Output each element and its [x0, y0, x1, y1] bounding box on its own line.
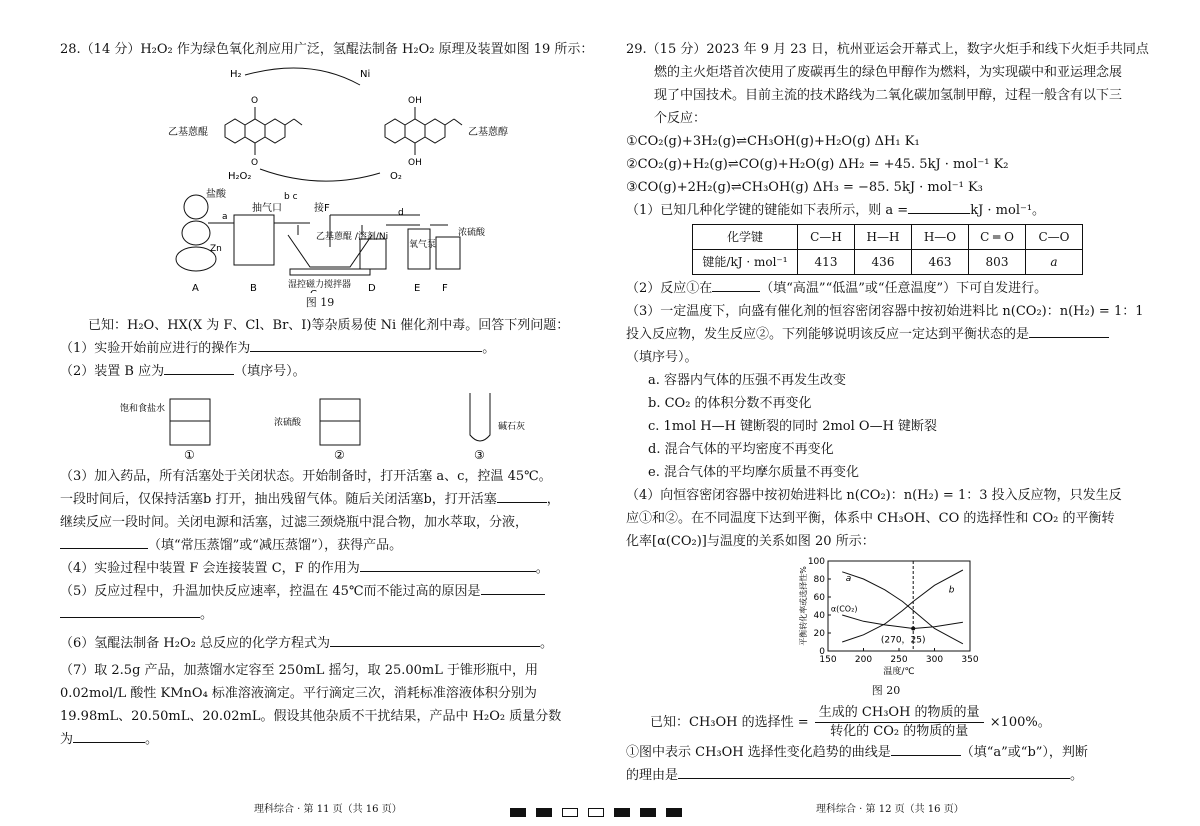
q28-2-blank[interactable]	[164, 360, 234, 375]
x-tick-label: 300	[925, 655, 944, 665]
q28-3-blank-2[interactable]	[60, 534, 148, 549]
table-cell: 463	[912, 250, 969, 275]
option-c: c. 1mol H—H 键断裂的同时 2mol O—H 键断裂	[648, 419, 938, 434]
q28-1-text: （1）实验开始前应进行的操作为	[60, 341, 251, 356]
fig20-svg	[626, 555, 1146, 681]
page-marker-blocks	[510, 802, 692, 821]
scheme-o2: O₂	[390, 171, 402, 182]
table-cell: 436	[855, 250, 912, 275]
device-f-bottle	[436, 237, 460, 269]
q28-5-blank-1[interactable]	[481, 580, 545, 595]
scheme-h2: H₂	[230, 69, 242, 80]
option-e: e. 混合气体的平均摩尔质量不再变化	[648, 465, 859, 480]
q28-5-l2	[60, 603, 580, 626]
fig20-chart	[626, 555, 1146, 681]
series-line-2	[842, 615, 963, 629]
y-tick-label: 0	[819, 647, 825, 657]
q28-7-l2: 0.02mol/L 酸性 KMnO₄ 标准溶液滴定。平行滴定三次，消耗标准溶液体积分别为	[60, 686, 537, 701]
device-d-bottle	[360, 239, 386, 269]
q28-7-blank[interactable]	[73, 728, 145, 743]
series-label-alpha: α(CO₂)	[830, 604, 858, 614]
label-stirrer: 湿控磁力搅拌器	[288, 280, 352, 290]
marker-block	[536, 808, 552, 817]
q29-4-sub1-l2-end: 。	[1070, 768, 1084, 783]
q29-2-end: （填“高温”“低温”或“任意温度”）下可自发进行。	[760, 281, 1048, 296]
marker-block	[666, 808, 682, 817]
q28-4-text: （4）实验过程中装置 F 会连接装置 C，F 的作用为	[60, 561, 360, 576]
option1-bottle	[170, 399, 210, 445]
label-ethyl-anthraquinone: 乙基蒽醌	[168, 127, 208, 138]
table-cell: 803	[969, 250, 1026, 275]
q29-4-sub1-end: （填“a”或“b”），判断	[960, 745, 1088, 760]
option-b: b. CO₂ 的体积分数不再变化	[648, 396, 812, 411]
annotation-label: (270，25)	[880, 635, 926, 646]
x-tick-label: 200	[854, 655, 873, 665]
scheme-bottom-arrow	[260, 169, 380, 181]
q29-l2: 燃的主火炬塔首次使用了废碳再生的绿色甲醇作为燃料，为实现碳中和亚运理念展	[654, 65, 1123, 80]
y-axis-label: 平衡转化率或选择性%	[799, 566, 808, 646]
q28-6-text: （6）氢醌法制备 H₂O₂ 总反应的化学方程式为	[60, 636, 330, 651]
q28-3-l4-end: （填“常压蒸馏”或“减压蒸馏”），获得产品。	[148, 538, 403, 553]
q29-4-l3: 化率[α(CO₂)]与温度的关系如图 20 所示：	[626, 534, 875, 549]
label-valves-bc: b c	[284, 192, 298, 202]
fig19-caption: 图 19	[305, 296, 335, 309]
oh-bottom-right: OH	[408, 158, 422, 168]
device-options-figure	[60, 385, 580, 463]
right-column	[626, 38, 1149, 787]
option3-u-tube	[470, 393, 490, 441]
o-top-left: O	[251, 96, 259, 106]
y-tick-label: 100	[807, 557, 825, 567]
label-oxygen-pump: 氧气泵	[409, 240, 437, 250]
reaction-scheme-svg	[60, 63, 580, 183]
q29-1-text: （1）已知几种化学键的键能如下表所示，则 a =	[626, 203, 909, 218]
q28-7-l4	[60, 728, 580, 751]
x-axis-label: 温度/℃	[883, 667, 915, 677]
marker-block	[562, 808, 578, 817]
q29-3-l2	[626, 323, 1146, 346]
label-to-f: 接F	[314, 203, 330, 214]
q29-l4: 个反应：	[654, 111, 707, 126]
q28-3-l1: （3）加入药品，所有活塞处于关闭状态。开始制备时，打开活塞 a、c，控温 45℃。	[60, 469, 552, 484]
q28-2-text: （2）装置 B 应为	[60, 364, 165, 379]
known-note: 已知：H₂O、HX(X 为 F、Cl、Br、I)等杂质易使 Ni 催化剂中毒。回答下列问题：	[88, 318, 570, 333]
q29-4-l1: （4）向恒容密闭容器中按初始进料比 n(CO₂)：n(H₂) = 1：3 投入反应物，只发生反	[626, 488, 1122, 503]
q29-3-l1: （3）一定温度下，向盛有催化剂的恒容密闭容器中按初始进料比 n(CO₂)：n(H₂) = 1：1	[626, 304, 1144, 319]
q29-l1: 29.（15 分）2023 年 9 月 23 日，杭州亚运会开幕式上，数字火炬手和线下火炬手共同点	[626, 42, 1149, 57]
label-C	[310, 289, 317, 293]
label-A: A	[192, 283, 199, 293]
footer-page-12: 理科综合 · 第 12 页（共 16 页）	[816, 804, 964, 815]
series-line-1	[842, 570, 963, 642]
label-conc-h2so4: 浓硫酸	[458, 228, 486, 238]
table-cell: H—O	[912, 225, 969, 250]
q28-5	[60, 580, 580, 603]
label-option1: ①	[184, 448, 195, 462]
label-soda-lime: 碱石灰	[498, 422, 526, 432]
label-zn: Zn	[210, 244, 222, 254]
marker-block	[614, 808, 630, 817]
q29-4-sub1-reason-blank[interactable]	[678, 764, 1070, 779]
apparatus-figure	[60, 185, 580, 293]
apparatus-svg	[60, 185, 580, 293]
q29-2-text: （2）反应①在	[626, 281, 713, 296]
q28-5-text: （5）反应过程中，升温加快反应速率，控温在 45℃而不能过高的原因是	[60, 584, 481, 599]
selectivity-fraction	[815, 704, 984, 741]
table-cell: C—H	[798, 225, 855, 250]
label-ethyl-anthrahydroquinone: 乙基蒽醇	[468, 127, 508, 138]
bond-energy-table	[692, 224, 1083, 275]
q28-intro: 28.（14 分）H₂O₂ 作为绿色氧化剂应用广泛，氢醌法制备 H₂O₂ 原理及装置如图 19 所示：	[60, 42, 594, 57]
q29-1-blank[interactable]	[908, 199, 970, 214]
q28-3-l2-text: 一段时间后，仅保持活塞b 打开，抽出残留气体。随后关闭活塞b，打开活塞	[60, 492, 497, 507]
label-valve-d: d	[398, 208, 404, 218]
footer-page-11: 理科综合 · 第 11 页（共 16 页）	[254, 804, 402, 815]
q29-4-sub1	[626, 741, 1146, 764]
table-cell: 413	[798, 250, 855, 275]
label-vent: 抽气口	[252, 203, 282, 214]
o-bottom-left: O	[251, 158, 259, 168]
q29-2-blank[interactable]	[712, 277, 760, 292]
anthrahydroquinone-structure	[385, 107, 462, 155]
q28-6	[60, 632, 580, 655]
q29-4-sub1-l2	[626, 764, 1146, 787]
label-option3: ③	[474, 448, 485, 462]
label-brine: 饱和食盐水	[120, 404, 166, 414]
label-conc-sulfuric: 浓硫酸	[274, 418, 302, 428]
x-tick-label: 150	[819, 655, 837, 665]
q28-7-l3: 19.98mL、20.50mL、20.02mL。假设其他杂质不干扰结果，产品中 H₂O₂ 质量分数	[60, 709, 562, 724]
label-E: E	[414, 283, 421, 293]
device-options-svg	[60, 385, 580, 463]
reaction-1: ①CO₂(g)+3H₂(g)⇌CH₃OH(g)+H₂O(g) ΔH₁ K₁	[626, 134, 920, 149]
q28-4-end: 。	[535, 561, 549, 576]
table-cell: C ═ O	[969, 225, 1026, 250]
funnel-middle	[182, 221, 210, 245]
q29-3-l3: （填序号）。	[626, 350, 698, 365]
q28-1-blank[interactable]	[250, 337, 482, 352]
q29-2	[626, 277, 1146, 300]
table-row	[693, 250, 1083, 275]
q29-4-sub1-blank[interactable]	[891, 741, 961, 756]
table-cell: a	[1026, 250, 1083, 275]
selectivity-prefix: 已知：CH₃OH 的选择性 =	[650, 715, 809, 730]
stirrer-plate	[290, 269, 370, 275]
q29-3-l2-text: 投入反应物，发生反应②。下列能够说明该反应一定达到平衡状态的是	[626, 327, 1030, 342]
label-F: F	[442, 283, 448, 293]
x-tick-label: 250	[890, 655, 908, 665]
q29-l3: 现了中国技术。目前主流的技术路线为二氧化碳加氢制甲醇，过程一般含有以下三	[654, 88, 1123, 103]
q29-4-sub1-text: ①图中表示 CH₃OH 选择性变化趋势的曲线是	[626, 745, 891, 760]
anthraquinone-structure	[225, 107, 302, 155]
q28-3-l2-end: ，	[546, 492, 560, 507]
q28-6-blank[interactable]	[330, 632, 540, 647]
x-tick-label: 350	[961, 655, 979, 665]
q28-6-end: 。	[539, 636, 553, 651]
label-B: B	[250, 283, 257, 293]
label-D: D	[368, 283, 376, 293]
y-tick-label: 40	[813, 611, 825, 621]
table-cell: 化学键	[693, 225, 798, 250]
label-hcl: 盐酸	[206, 189, 226, 200]
table-cell: H—H	[855, 225, 912, 250]
reaction-2: ②CO₂(g)+H₂(g)⇌CO(g)+H₂O(g) ΔH₂ = +45. 5kJ · mol⁻¹ K₂	[626, 157, 1009, 172]
selectivity-denominator: 转化的 CO₂ 的物质的量	[830, 724, 969, 739]
option-d: d. 混合气体的平均密度不再变化	[648, 442, 834, 457]
left-column	[60, 38, 594, 751]
q28-5-end: 。	[200, 607, 214, 622]
table-row-header	[693, 225, 1083, 250]
annotation-point	[911, 627, 915, 631]
reaction-3: ③CO(g)+2H₂(g)⇌CH₃OH(g) ΔH₃ = −85. 5kJ · mol⁻¹ K₃	[626, 180, 983, 195]
series-line-0	[842, 572, 963, 644]
q28-7-l4-text: 为	[60, 732, 74, 747]
q28-7-end: 。	[145, 732, 159, 747]
series-label-a: a	[845, 573, 852, 584]
q29-4-sub1-l2-text: 的理由是	[626, 768, 679, 783]
q29-1-end: kJ · mol⁻¹。	[970, 203, 1046, 218]
label-valve-a: a	[222, 212, 228, 222]
y-tick-label: 80	[813, 575, 825, 585]
scheme-h2o2: H₂O₂	[228, 171, 252, 182]
q29-1	[626, 199, 1146, 222]
selectivity-numerator: 生成的 CH₃OH 的物质的量	[815, 704, 984, 723]
q28-4-blank[interactable]	[360, 557, 536, 572]
marker-block	[510, 808, 526, 817]
option-a: a. 容器内气体的压强不再发生改变	[648, 373, 847, 388]
q29-3-blank[interactable]	[1029, 323, 1109, 338]
q28-7-l1: （7）取 2.5g 产品，加蒸馏水定容至 250mL 摇匀，取 25.00mL 于锥形瓶中，用	[60, 663, 539, 678]
scheme-ni: Ni	[360, 69, 371, 80]
series-label-b: b	[948, 585, 955, 596]
table-cell: 键能/kJ · mol⁻¹	[693, 250, 798, 275]
label-flask-contents: 乙基蒽醌 /溶剂/Ni	[316, 232, 389, 242]
y-tick-label: 20	[813, 629, 825, 639]
marker-block	[588, 808, 604, 817]
option2-bottle	[320, 399, 360, 445]
q28-2-end: （填序号）。	[234, 364, 306, 379]
y-tick-label: 60	[813, 593, 825, 603]
q29-4-l2: 应①和②。在不同温度下达到平衡，体系中 CH₃OH、CO 的选择性和 CO₂ 的平衡转	[626, 511, 1115, 526]
q28-3-l2	[60, 488, 580, 511]
device-b-box	[234, 215, 274, 265]
table-cell: C—O	[1026, 225, 1083, 250]
scheme-top-arrow	[245, 68, 360, 85]
q28-3-l3: 继续反应一段时间。关闭电源和活塞，过滤三颈烧瓶中混合物，加水萃取，分液，	[60, 515, 529, 530]
q28-2	[60, 360, 580, 383]
fig20-caption: 图 20	[871, 684, 901, 697]
marker-block	[640, 808, 656, 817]
q28-1-end: 。	[482, 341, 496, 356]
selectivity-definition	[626, 704, 1146, 741]
q28-1	[60, 337, 580, 360]
q28-4	[60, 557, 580, 580]
q28-5-blank-2[interactable]	[60, 603, 200, 618]
q28-3-blank-1[interactable]	[497, 488, 547, 503]
label-option2: ②	[334, 448, 345, 462]
reaction-scheme-figure	[60, 63, 580, 183]
q28-3-l4	[60, 534, 580, 557]
selectivity-suffix: ×100%。	[989, 715, 1051, 730]
oh-top-right: OH	[408, 96, 422, 106]
funnel-top	[184, 195, 208, 219]
